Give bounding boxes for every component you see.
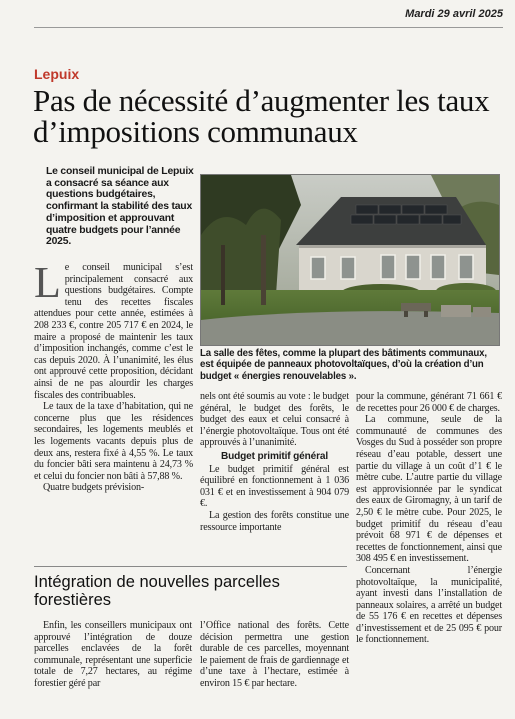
body-paragraph: nels ont été soumis au vote : le budget général, le budget des forêts, le budget des eaux et celui consacré à l’énergie photovoltaïque. Tous ont été approuvés à l’unanimité. bbox=[200, 391, 349, 449]
section-rule bbox=[34, 566, 347, 567]
body-column-2 bbox=[200, 391, 349, 533]
photo-caption: La salle des fêtes, comme la plupart des bâtiments communaux, est équipée de panneaux photovoltaïques, d’où la création d’un budget « énergies renouvelables ». bbox=[200, 348, 487, 382]
article-kicker: Lepuix bbox=[34, 66, 80, 82]
body-paragraph: pour la commune, générant 71 661 € de recettes pour 26 000 € de charges. bbox=[356, 391, 502, 414]
body-paragraph: Le budget primitif général est équilibré en fonctionnement à 1 036 031 € et en investissement à 904 079 €. bbox=[200, 463, 349, 510]
issue-date: Mardi 29 avril 2025 bbox=[405, 8, 503, 20]
body-paragraph: Quatre budgets prévision- bbox=[43, 482, 145, 494]
header-rule bbox=[34, 27, 503, 28]
body-paragraph: Concernant l’énergie photovoltaïque, la municipalité, ayant investi dans l’installation de panneaux solaires, a arrêté un budget de 55 176 € en recettes et dépenses d’investissement et de 25 095 € pour le fonctionnement. bbox=[356, 564, 502, 646]
body-paragraph: La gestion des forêts constitue une ressource importante bbox=[200, 509, 349, 533]
section-title: Intégration de nouvelles parcelles forestières bbox=[34, 573, 280, 609]
article-lead: Le conseil municipal de Lepuix a consacré sa séance aux questions budgétaires, confirmant la stabilité des taux d’imposition et approuvant quatre budgets pour l’année 2025. bbox=[46, 166, 194, 248]
salle-des-fetes-photo bbox=[201, 175, 499, 345]
drop-cap: L bbox=[34, 258, 61, 307]
body-paragraph: e conseil municipal s’est principalement consacré aux questions budgétaires. Compte tenu des recettes fiscales attendues pour cette année, estimées à 208 233 €, contre 205 717 € en 2024, le maire a proposé de maintenir les taux d’imposition inchangés, comme c’est le cas depuis 2020. À l’unanimité, les élus ont approuvé cette proposition, décidant ainsi de ne pas alourdir les charges fiscales des contribuables. bbox=[34, 262, 193, 401]
body-column-1 bbox=[34, 258, 193, 494]
body-paragraph: l’Office national des forêts. Cette décision permettra une gestion durable de ces parcelles, moyennant le paiement de frais de gardiennage et d’une taxe à l’hectare, estimée à environ 15 € par hectare. bbox=[200, 620, 349, 689]
body-paragraph: Le taux de la taxe d’habitation, qui ne concerne plus que les résidences secondaires, les logements meublés et les logements vacants depuis plus de deux ans, restera fixé à 4,55 %. Le taux du foncier bâti sera maintenu à 24,73 % et celui du foncier non bâti à 57,88 %. bbox=[34, 401, 193, 482]
section-column-1 bbox=[34, 620, 192, 690]
article-photo bbox=[200, 174, 500, 346]
body-paragraph: La commune, seule de la communauté de communes des Vosges du Sud à posséder son propre réseau d’eau potable, dessert une partie du village à un coût d’1 € le mètre cube. L’autre partie du village est approvisionnée par le syndicat des eaux de Giromagny, à un tarif de 2,50 € le mètre cube. Pour 2025, le budget primitif du réseau d’eau prévoit 68 971 € de dépenses et recettes de fonctionnement, ainsi que 308 495 € en investissement. bbox=[356, 414, 502, 565]
section-subheading: Budget primitif général bbox=[220, 450, 329, 462]
body-paragraph: Enfin, les conseillers municipaux ont approuvé l’intégration de douze parcelles enclavées de la forêt communale, représentant une superficie totale de 7,27 hectares, au régime forestier géré par bbox=[34, 620, 192, 689]
section-column-2 bbox=[200, 620, 349, 690]
article-headline: Pas de nécessité d’augmenter les taux d’impositions communaux bbox=[33, 83, 490, 149]
body-column-3 bbox=[356, 391, 502, 646]
